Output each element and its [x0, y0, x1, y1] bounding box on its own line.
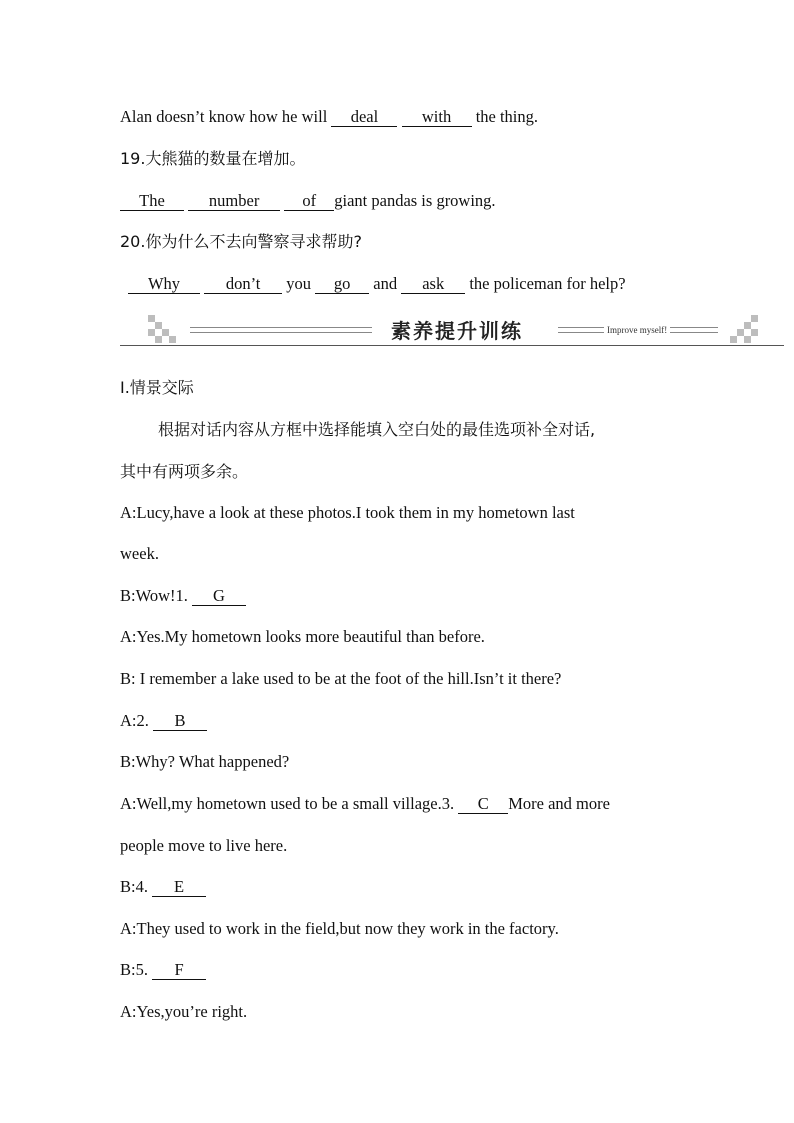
answer-blank-3: C — [458, 795, 508, 814]
dialog-line-3 — [120, 585, 246, 607]
q19-text-after: giant pandas is growing. — [334, 191, 496, 210]
dialog-line-2: week. — [120, 544, 159, 563]
dialog-line-10-text: B:4. — [120, 877, 153, 896]
dialog-line-8-text-b: More and more — [508, 794, 610, 813]
q19-blank-3: of — [284, 192, 334, 211]
dialog-line-11: A:They used to work in the field,but now they work in the factory. — [120, 919, 559, 938]
q20-text-mid1: you — [282, 274, 316, 293]
q20-blank-3: go — [315, 275, 369, 294]
banner-title: 素养提升训练 — [372, 315, 542, 344]
dialog-line-3-text: B:Wow!1. — [120, 586, 193, 605]
q19-answer-line — [120, 190, 496, 212]
banner-baseline — [120, 345, 784, 346]
q20-text-mid2: and — [369, 274, 402, 293]
q19-blank-2: number — [188, 192, 280, 211]
dialog-line-13: A:Yes,you’re right. — [120, 1002, 248, 1021]
q18-text-before: Alan doesn’t know how he will — [120, 107, 332, 126]
answer-blank-4: E — [152, 878, 206, 897]
q20-blank-4: ask — [401, 275, 465, 294]
answer-blank-2: B — [153, 712, 207, 731]
instruction-line-1: 根据对话内容从方框中选择能填入空白处的最佳选项补全对话, — [158, 420, 596, 439]
banner-subtitle: Improve myself! — [604, 325, 670, 335]
answer-blank-1: G — [192, 587, 246, 606]
dialog-line-4: A:Yes.My hometown looks more beautiful than before. — [120, 627, 485, 646]
q20-prompt: 20.你为什么不去向警察寻求帮助? — [120, 232, 362, 251]
dialog-line-1: A:Lucy,have a look at these photos.I took them in my hometown last — [120, 503, 575, 522]
dialog-line-12-text: B:5. — [120, 960, 153, 979]
q19-prompt: 19.大熊猫的数量在增加。 — [120, 149, 306, 168]
dialog-line-10 — [120, 876, 206, 898]
q20-answer-line — [128, 273, 626, 295]
instruction-line-2: 其中有两项多余。 — [120, 462, 249, 481]
q19-blank-1: The — [120, 192, 184, 211]
section-heading: Ⅰ.情景交际 — [120, 378, 194, 397]
q18-line — [120, 106, 538, 128]
dialog-line-8-text-a: A:Well,my hometown used to be a small village.3. — [120, 794, 459, 813]
checker-decoration-right — [730, 315, 760, 345]
q20-blank-2: don’t — [204, 275, 282, 294]
q20-text-after: the policeman for help? — [465, 274, 626, 293]
dialog-line-7: B:Why? What happened? — [120, 752, 290, 771]
q18-text-after: the thing. — [471, 107, 539, 126]
section-banner — [120, 312, 784, 348]
dialog-line-6-text: A:2. — [120, 711, 153, 730]
q18-blank-1: deal — [331, 108, 397, 127]
checker-decoration-left — [148, 315, 178, 345]
dialog-line-9: people move to live here. — [120, 836, 288, 855]
q18-blank-2: with — [402, 108, 472, 127]
dialog-line-8 — [120, 793, 610, 815]
q20-blank-1: Why — [128, 275, 200, 294]
dialog-line-6 — [120, 710, 207, 732]
answer-blank-5: F — [152, 961, 206, 980]
dialog-line-12 — [120, 959, 206, 981]
dialog-line-5: B: I remember a lake used to be at the foot of the hill.Isn’t it there? — [120, 669, 562, 688]
